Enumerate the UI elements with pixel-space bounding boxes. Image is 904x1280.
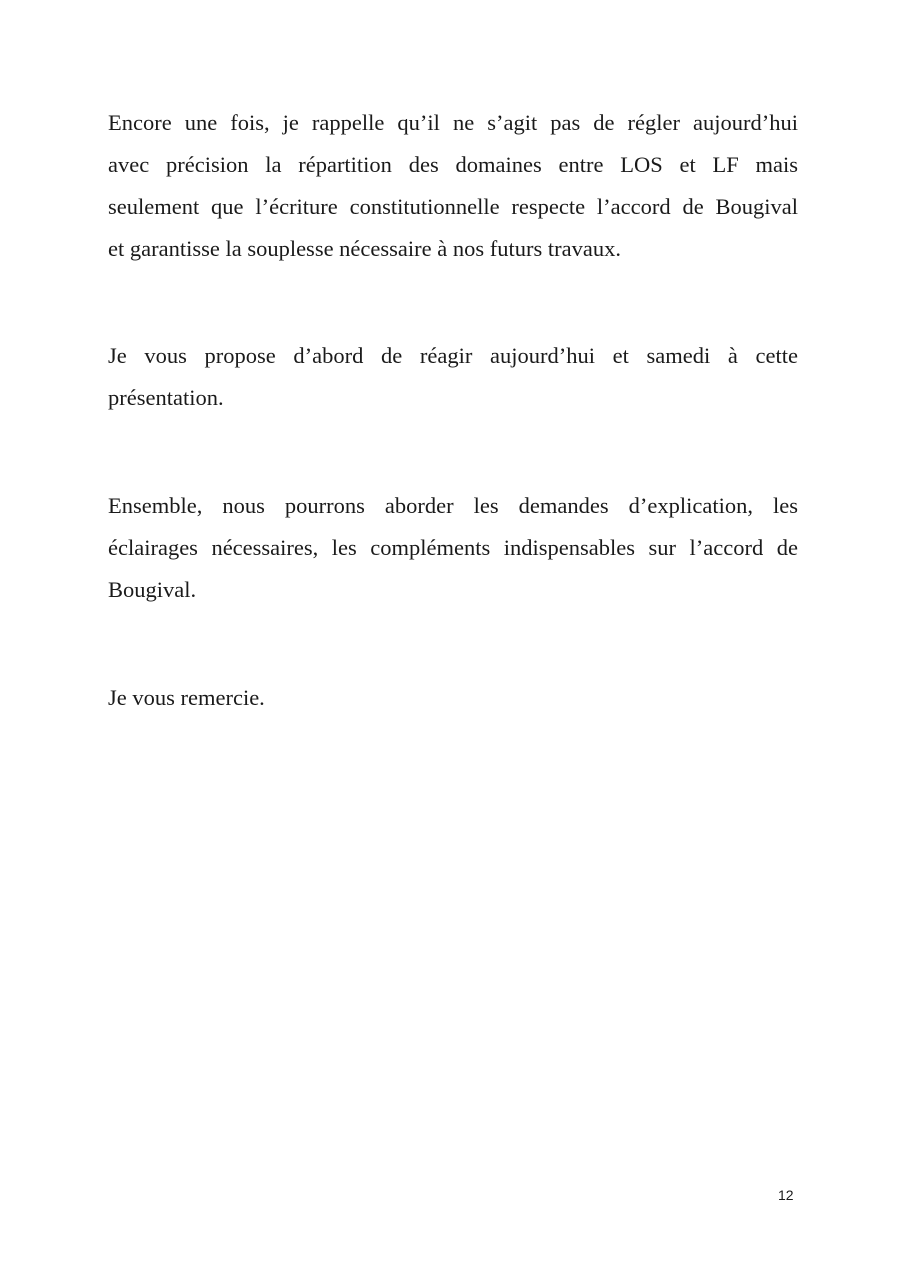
text-line: Encore une fois, je rappelle qu’il ne s’agit pas de régler aujourd’hui bbox=[108, 110, 798, 135]
page-number: 12 bbox=[778, 1187, 794, 1203]
text-line: éclairages nécessaires, les compléments indispensables sur l’accord de bbox=[108, 535, 798, 560]
text-line: avec précision la répartition des domaines entre LOS et LF mais bbox=[108, 152, 798, 177]
text-line: Je vous remercie. bbox=[108, 685, 265, 710]
paragraph-1 bbox=[108, 102, 798, 270]
text-line: Je vous propose d’abord de réagir aujourd’hui et samedi à cette bbox=[108, 343, 798, 368]
text-line: seulement que l’écriture constitutionnelle respecte l’accord de Bougival bbox=[108, 194, 798, 219]
paragraph-4 bbox=[108, 677, 798, 719]
paragraph-2 bbox=[108, 335, 798, 419]
text-line: Ensemble, nous pourrons aborder les demandes d’explication, les bbox=[108, 493, 798, 518]
text-line: Bougival. bbox=[108, 577, 197, 602]
text-line: présentation. bbox=[108, 385, 224, 410]
paragraph-3 bbox=[108, 485, 798, 611]
text-line: et garantisse la souplesse nécessaire à nos futurs travaux. bbox=[108, 236, 621, 261]
